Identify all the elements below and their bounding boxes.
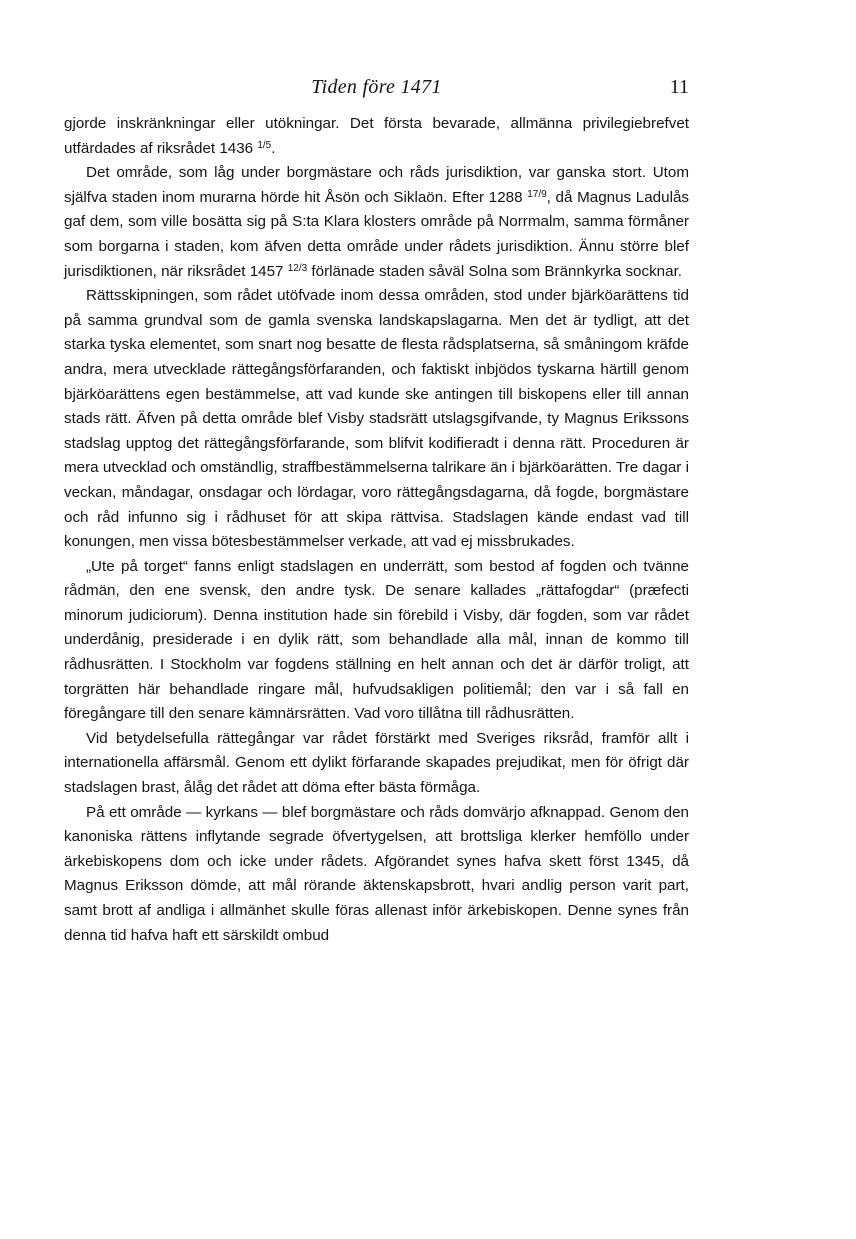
running-title: Tiden före 1471 [311, 76, 442, 98]
date-fraction: 17/9 [527, 188, 547, 200]
paragraph [64, 727, 689, 801]
text-run: Vid betydelsefulla rättegångar var rådet förstärkt med Sveriges riksråd, framför allt i internationella affärsmål. Genom ett dylikt förfarande skapades prejudikat, men för öfrigt där stadslagen brast, ålåg det rådet att döma efter bästa förmåga. [64, 729, 689, 797]
text-run: , då Magnus Ladulås gaf dem, som ville bosätta sig på S:ta Klara klosters område på Norrmalm, samma förmåner som borgarna i staden, kom äfven detta område under rådets jurisdiktion. Ännu större blef jurisdiktionen, när riksrådet 1457 [64, 188, 689, 280]
text-run: förlänade staden såväl Solna som Brännkyrka socknar. [307, 262, 683, 280]
page-number: 11 [669, 76, 689, 98]
paragraph [64, 555, 689, 727]
text-run: Det område, som låg under borgmästare och råds jurisdiktion, var ganska stort. Utom själfva staden inom murarna hörde hit Åsön och Siklaön. Efter 1288 [64, 164, 689, 206]
date-fraction: 12/3 [287, 262, 308, 274]
text-run: . [271, 139, 276, 157]
body-text [64, 112, 689, 948]
paragraph [64, 161, 689, 284]
text-run: Rättsskipningen, som rådet utöfvade inom dessa områden, stod under bjärköarättens tid på samma grundval som de gamla svenska landskapslagarna. Men det är tydligt, att det starka tyska elementet, som snart nog besatte de flesta rådsplatserna, så småningom kräfde andra, mera utvecklade rättegångsförfaranden, och faktiskt inbjödos tyskarna härtill genom bjärköarättens egen bestämmelse, att vad kunde ske antingen till biskopens eller till annan stads rätt. Äfven på detta område blef Visby stadsrätt utslagsgifvande, ty Magnus Erikssons stadslag upptog det rättegångsförfarande, som blifvit kodifieradt i denna rätt. Proceduren är mera utvecklad och omständlig, straffbestämmelserna talrikare än i bjärköarätten. Tre dagar i veckan, måndagar, onsdagar och lördagar, voro rättegångsdagarna, då fogde, borgmästare och råd infunno sig i rådhuset för att skipa rättvisa. Stadslagen kände endast vad till konungen, men vissa bötesbestämmelser verkade, att vad ej missbrukades. [64, 287, 689, 551]
paragraph [64, 801, 689, 949]
text-run: gjorde inskränkningar eller utökningar. Det första bevarade, allmänna privilegiebrefvet utfärdades af riksrådet 1436 [64, 115, 689, 157]
paragraph [64, 284, 689, 555]
paragraph [64, 112, 689, 161]
text-run: „Ute på torget“ fanns enligt stadslagen en underrätt, som bestod af fogden och tvänne rådmän, den ene svensk, den andre tysk. De senare kallades „rättafogdar“ (præfecti minorum judiciorum). Denna institution hade sin förebild i Visby, där fogden, som var rådet underdånig, presiderade i en dylik rätt, som behandlade alla mål, innan de kommo till rådhusrätten. I Stockholm var fogdens ställning en helt annan och det är därför troligt, att torgrätten här behandlade ringare mål, hufvudsakligen politiemål; den var i så fall en föregångare till den senare kämnärsrätten. Vad voro tillåtna till rådhusrätten. [64, 557, 689, 723]
running-head [64, 76, 689, 100]
text-run: På ett område — kyrkans — blef borgmästare och råds domvärjo afknappad. Genom den kanoniska rättens inflytande segrade öfvertygelsen, att brottsliga klerker hemföllo under ärkebiskopens dom och icke under rådets. Afgörandet synes hafva skett först 1345, då Magnus Eriksson dömde, att mål rörande äktenskapsbrott, hvari andlig person varit part, samt brott af andliga i allmänhet skulle föras allenast inför ärkebiskopen. Denne synes från denna tid hafva haft ett särskildt ombud [64, 803, 689, 944]
date-fraction: 1/5 [257, 139, 272, 151]
